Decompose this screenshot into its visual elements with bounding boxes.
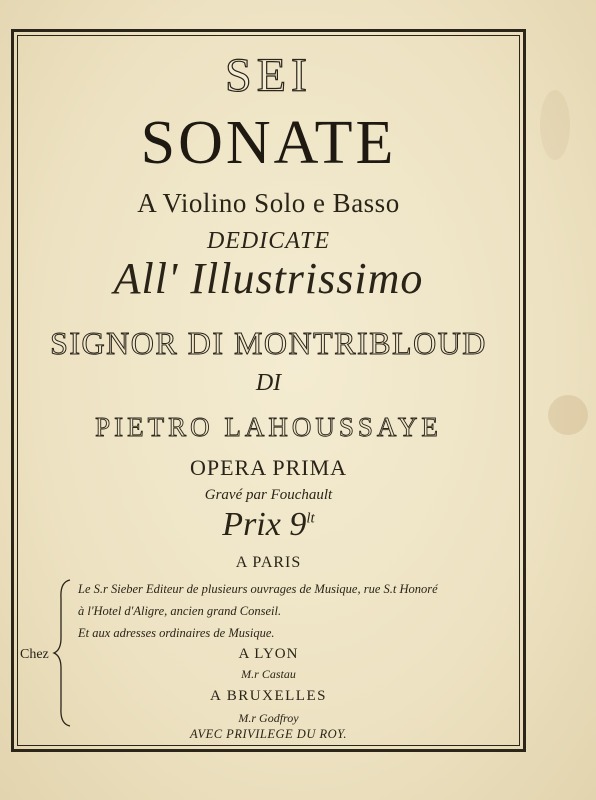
title-sei: SEI <box>225 49 312 102</box>
lyon-publisher: M.r Castau <box>241 667 296 681</box>
paris-address-line: Le S.r Sieber Editeur de plusieurs ouvrages de Musique, rue S.t Honoré <box>78 582 438 596</box>
title-sonate: SONATE <box>140 109 397 177</box>
subtitle-instrumentation: A Violino Solo e Basso <box>137 188 400 218</box>
engraver-credit: Gravé par Fouchault <box>204 487 333 503</box>
bruxelles-heading: A BRUXELLES <box>210 688 327 704</box>
dedicatee-name: SIGNOR DI MONTRIBLOUD <box>50 325 487 361</box>
paris-address-line: à l'Hotel d'Aligre, ancien grand Conseil. <box>78 604 282 618</box>
paris-heading: A PARIS <box>235 554 302 571</box>
royal-privilege: AVEC PRIVILEGE DU ROY. <box>189 727 348 741</box>
price <box>17 506 520 544</box>
bruxelles-publisher: M.r Godfroy <box>238 711 299 725</box>
price-unit: lt <box>306 510 315 527</box>
dedicate-text: DEDICATE <box>206 228 331 254</box>
di-text: DI <box>255 370 282 396</box>
paris-address-line: Et aux adresses ordinaires de Musique. <box>78 626 275 640</box>
opus-number: OPERA PRIMA <box>189 455 348 480</box>
price-value: Prix 9 <box>222 506 307 543</box>
lyon-heading: A LYON <box>238 646 299 662</box>
paper-stain <box>548 395 588 435</box>
paper-stain <box>540 90 570 160</box>
composer-name: PIETRO LAHOUSSAYE <box>95 412 442 442</box>
illustrissimo-text: All' Illustrissimo <box>113 254 424 303</box>
chez-label: Chez <box>20 647 49 662</box>
